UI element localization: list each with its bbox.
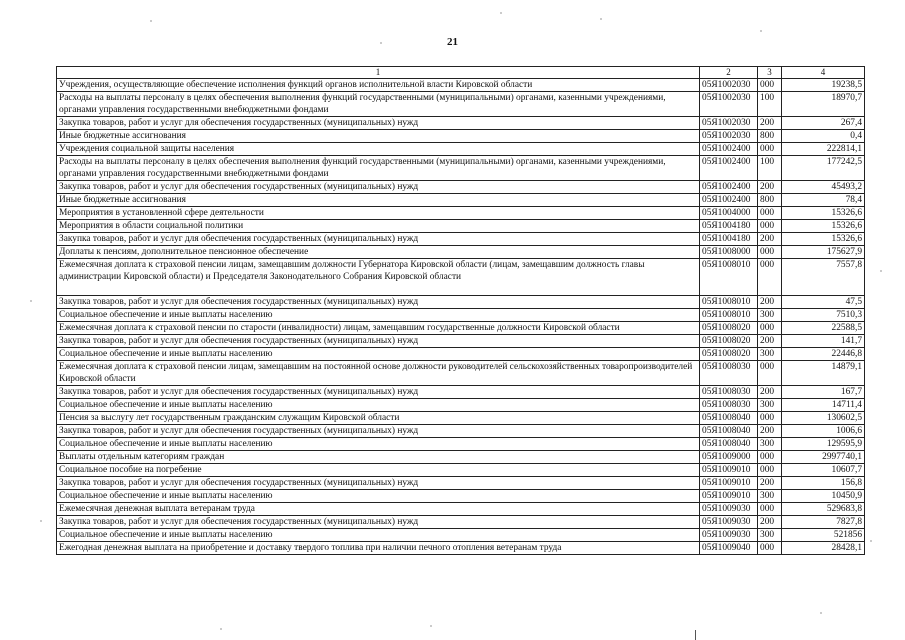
- table-row: [57, 117, 865, 130]
- table-row: [57, 156, 865, 181]
- row-sum: 521856: [782, 529, 865, 542]
- row-code: 05Я1008040: [700, 425, 758, 438]
- row-name: Ежемесячная доплата к страховой пенсии по старости (инвалидности) лицам, замещавшим государственные должности Кировской области: [57, 322, 700, 335]
- row-type: 000: [758, 503, 782, 516]
- row-type: 300: [758, 529, 782, 542]
- row-sum: 130602,5: [782, 412, 865, 425]
- row-name: Социальное пособие на погребение: [57, 464, 700, 477]
- scan-speck: [30, 300, 32, 302]
- budget-table: [56, 66, 865, 555]
- table-row: [57, 438, 865, 451]
- row-sum: 10450,9: [782, 490, 865, 503]
- row-code: 05Я1008010: [700, 296, 758, 309]
- table-row: [57, 490, 865, 503]
- row-sum: 177242,5: [782, 156, 865, 181]
- row-sum: 78,4: [782, 194, 865, 207]
- row-sum: 156,8: [782, 477, 865, 490]
- row-code: 05Я1002400: [700, 194, 758, 207]
- row-code: 05Я1008020: [700, 348, 758, 361]
- row-name: Иные бюджетные ассигнования: [57, 130, 700, 143]
- row-type: 000: [758, 464, 782, 477]
- row-type: 300: [758, 348, 782, 361]
- header-type: 3: [758, 67, 782, 79]
- scan-speck: [870, 540, 872, 542]
- scan-speck: [820, 612, 822, 614]
- header-sum: 4: [782, 67, 865, 79]
- header-name: 1: [57, 67, 700, 79]
- scan-speck: [220, 628, 222, 630]
- row-sum: 1006,6: [782, 425, 865, 438]
- row-name: Ежемесячная денежная выплата ветеранам труда: [57, 503, 700, 516]
- row-type: 000: [758, 451, 782, 464]
- row-name: Социальное обеспечение и иные выплаты населению: [57, 309, 700, 322]
- row-name: Ежегодная денежная выплата на приобретение и доставку твердого топлива при наличии печного отопления ветеранам труда: [57, 542, 700, 555]
- table-row: [57, 181, 865, 194]
- row-type: 000: [758, 361, 782, 386]
- scan-speck: [150, 20, 152, 22]
- row-type: 300: [758, 399, 782, 412]
- table-row: [57, 399, 865, 412]
- scan-speck: [430, 625, 432, 627]
- row-code: 05Я1009010: [700, 490, 758, 503]
- row-type: 100: [758, 156, 782, 181]
- row-type: 000: [758, 207, 782, 220]
- row-code: 05Я1004000: [700, 207, 758, 220]
- table-row: [57, 335, 865, 348]
- row-type: 300: [758, 309, 782, 322]
- row-code: 05Я1002400: [700, 143, 758, 156]
- row-type: 200: [758, 117, 782, 130]
- table-row: [57, 220, 865, 233]
- table-row: [57, 79, 865, 92]
- row-sum: 18970,7: [782, 92, 865, 117]
- table-row: [57, 503, 865, 516]
- row-type: 000: [758, 322, 782, 335]
- row-name: Закупка товаров, работ и услуг для обеспечения государственных (муниципальных) нужд: [57, 516, 700, 529]
- scan-speck: [40, 520, 42, 522]
- row-sum: 47,5: [782, 296, 865, 309]
- row-sum: 22588,5: [782, 322, 865, 335]
- row-code: 05Я1008030: [700, 361, 758, 386]
- table-row: [57, 233, 865, 246]
- row-sum: 15326,6: [782, 220, 865, 233]
- row-code: 05Я1008020: [700, 322, 758, 335]
- row-sum: 15326,6: [782, 207, 865, 220]
- row-sum: 15326,6: [782, 233, 865, 246]
- row-sum: 2997740,1: [782, 451, 865, 464]
- table-row: [57, 92, 865, 117]
- row-type: 800: [758, 194, 782, 207]
- scan-speck: [760, 30, 762, 32]
- page-number: 21: [447, 36, 458, 48]
- row-name: Социальное обеспечение и иные выплаты населению: [57, 490, 700, 503]
- row-sum: 10607,7: [782, 464, 865, 477]
- table-row: [57, 322, 865, 335]
- row-code: 05Я1004180: [700, 233, 758, 246]
- row-name: Закупка товаров, работ и услуг для обеспечения государственных (муниципальных) нужд: [57, 296, 700, 309]
- row-type: 000: [758, 259, 782, 296]
- table-row: [57, 425, 865, 438]
- row-type: 200: [758, 425, 782, 438]
- row-name: Социальное обеспечение и иные выплаты населению: [57, 348, 700, 361]
- row-sum: 141,7: [782, 335, 865, 348]
- scan-speck: [500, 12, 502, 14]
- row-type: 000: [758, 412, 782, 425]
- row-sum: 14879,1: [782, 361, 865, 386]
- row-sum: 129595,9: [782, 438, 865, 451]
- row-sum: 7827,8: [782, 516, 865, 529]
- row-code: 05Я1002030: [700, 130, 758, 143]
- row-sum: 0,4: [782, 130, 865, 143]
- row-type: 000: [758, 143, 782, 156]
- row-code: 05Я1008020: [700, 335, 758, 348]
- row-code: 05Я1004180: [700, 220, 758, 233]
- row-name: Учреждения, осуществляющие обеспечение исполнения функций органов исполнительной власти Кировской области: [57, 79, 700, 92]
- row-code: 05Я1002400: [700, 181, 758, 194]
- row-type: 000: [758, 246, 782, 259]
- row-name: Пенсия за выслугу лет государственным гражданским служащим Кировской области: [57, 412, 700, 425]
- row-name: Закупка товаров, работ и услуг для обеспечения государственных (муниципальных) нужд: [57, 425, 700, 438]
- row-type: 300: [758, 438, 782, 451]
- scan-speck: [880, 270, 882, 272]
- row-type: 200: [758, 516, 782, 529]
- row-type: 100: [758, 92, 782, 117]
- row-type: 200: [758, 335, 782, 348]
- row-name: Закупка товаров, работ и услуг для обеспечения государственных (муниципальных) нужд: [57, 233, 700, 246]
- table-row: [57, 296, 865, 309]
- row-sum: 19238,5: [782, 79, 865, 92]
- row-sum: 222814,1: [782, 143, 865, 156]
- table-row: [57, 516, 865, 529]
- scan-mark: [695, 630, 696, 640]
- row-code: 05Я1008010: [700, 309, 758, 322]
- row-name: Закупка товаров, работ и услуг для обеспечения государственных (муниципальных) нужд: [57, 386, 700, 399]
- row-code: 05Я1008000: [700, 246, 758, 259]
- row-type: 000: [758, 79, 782, 92]
- row-sum: 7557,8: [782, 259, 865, 296]
- table-row: [57, 309, 865, 322]
- row-name: Социальное обеспечение и иные выплаты населению: [57, 438, 700, 451]
- header-code: 2: [700, 67, 758, 79]
- row-name: Доплаты к пенсиям, дополнительное пенсионное обеспечение: [57, 246, 700, 259]
- table-row: [57, 451, 865, 464]
- row-sum: 7510,3: [782, 309, 865, 322]
- row-type: 800: [758, 130, 782, 143]
- row-code: 05Я1008010: [700, 259, 758, 296]
- row-name: Выплаты отдельным категориям граждан: [57, 451, 700, 464]
- row-sum: 267,4: [782, 117, 865, 130]
- row-type: 200: [758, 181, 782, 194]
- row-sum: 14711,4: [782, 399, 865, 412]
- table-row: [57, 348, 865, 361]
- row-name: Закупка товаров, работ и услуг для обеспечения государственных (муниципальных) нужд: [57, 117, 700, 130]
- row-sum: 529683,8: [782, 503, 865, 516]
- table-row: [57, 361, 865, 386]
- row-type: 200: [758, 296, 782, 309]
- row-sum: 167,7: [782, 386, 865, 399]
- table-row: [57, 246, 865, 259]
- table-row: [57, 130, 865, 143]
- row-code: 05Я1002030: [700, 117, 758, 130]
- row-name: Мероприятия в установленной сфере деятельности: [57, 207, 700, 220]
- row-code: 05Я1009030: [700, 503, 758, 516]
- table-row: [57, 464, 865, 477]
- row-sum: 45493,2: [782, 181, 865, 194]
- table-row: [57, 207, 865, 220]
- row-code: 05Я1002030: [700, 79, 758, 92]
- row-name: Учреждения социальной защиты населения: [57, 143, 700, 156]
- row-code: 05Я1009030: [700, 516, 758, 529]
- row-sum: 28428,1: [782, 542, 865, 555]
- table-row: [57, 529, 865, 542]
- row-code: 05Я1002030: [700, 92, 758, 117]
- row-name: Закупка товаров, работ и услуг для обеспечения государственных (муниципальных) нужд: [57, 335, 700, 348]
- row-name: Социальное обеспечение и иные выплаты населению: [57, 399, 700, 412]
- row-type: 000: [758, 542, 782, 555]
- scan-speck: [600, 18, 602, 20]
- row-name: Социальное обеспечение и иные выплаты населению: [57, 529, 700, 542]
- row-code: 05Я1008030: [700, 399, 758, 412]
- row-code: 05Я1008040: [700, 438, 758, 451]
- row-name: Мероприятия в области социальной политики: [57, 220, 700, 233]
- table-row: [57, 386, 865, 399]
- row-name: Расходы на выплаты персоналу в целях обеспечения выполнения функций государственными (муниципальными) органами, казенными учреждениями, органами управления государственными внебюджетными фондами: [57, 92, 700, 117]
- table-row: [57, 259, 865, 296]
- row-type: 200: [758, 477, 782, 490]
- row-type: 200: [758, 386, 782, 399]
- row-name: Иные бюджетные ассигнования: [57, 194, 700, 207]
- row-code: 05Я1009030: [700, 529, 758, 542]
- table-row: [57, 477, 865, 490]
- row-type: 200: [758, 233, 782, 246]
- table-row: [57, 194, 865, 207]
- row-code: 05Я1009010: [700, 464, 758, 477]
- row-name: Ежемесячная доплата к страховой пенсии лицам, замещавшим на постоянной основе должности руководителей сельскохозяйственных товаропроизводителей Кировской области: [57, 361, 700, 386]
- row-code: 05Я1002400: [700, 156, 758, 181]
- scan-speck: [380, 42, 382, 44]
- row-code: 05Я1008030: [700, 386, 758, 399]
- table-row: [57, 412, 865, 425]
- row-sum: 175627,9: [782, 246, 865, 259]
- row-code: 05Я1008040: [700, 412, 758, 425]
- table-header-row: [57, 67, 865, 79]
- row-name: Расходы на выплаты персоналу в целях обеспечения выполнения функций государственными (муниципальными) органами, казенными учреждениями, органами управления государственными внебюджетными фондами: [57, 156, 700, 181]
- row-code: 05Я1009040: [700, 542, 758, 555]
- row-name: Закупка товаров, работ и услуг для обеспечения государственных (муниципальных) нужд: [57, 181, 700, 194]
- row-type: 300: [758, 490, 782, 503]
- row-name: Закупка товаров, работ и услуг для обеспечения государственных (муниципальных) нужд: [57, 477, 700, 490]
- row-code: 05Я1009010: [700, 477, 758, 490]
- table-row: [57, 143, 865, 156]
- row-sum: 22446,8: [782, 348, 865, 361]
- row-name: Ежемесячная доплата к страховой пенсии лицам, замещавшим должности Губернатора Кировской области (лицам, замещавшим должность главы администрации Кировской области) и Председателя Законодательного Собрания Кировской области: [57, 259, 700, 296]
- table-row: [57, 542, 865, 555]
- row-code: 05Я1009000: [700, 451, 758, 464]
- row-type: 000: [758, 220, 782, 233]
